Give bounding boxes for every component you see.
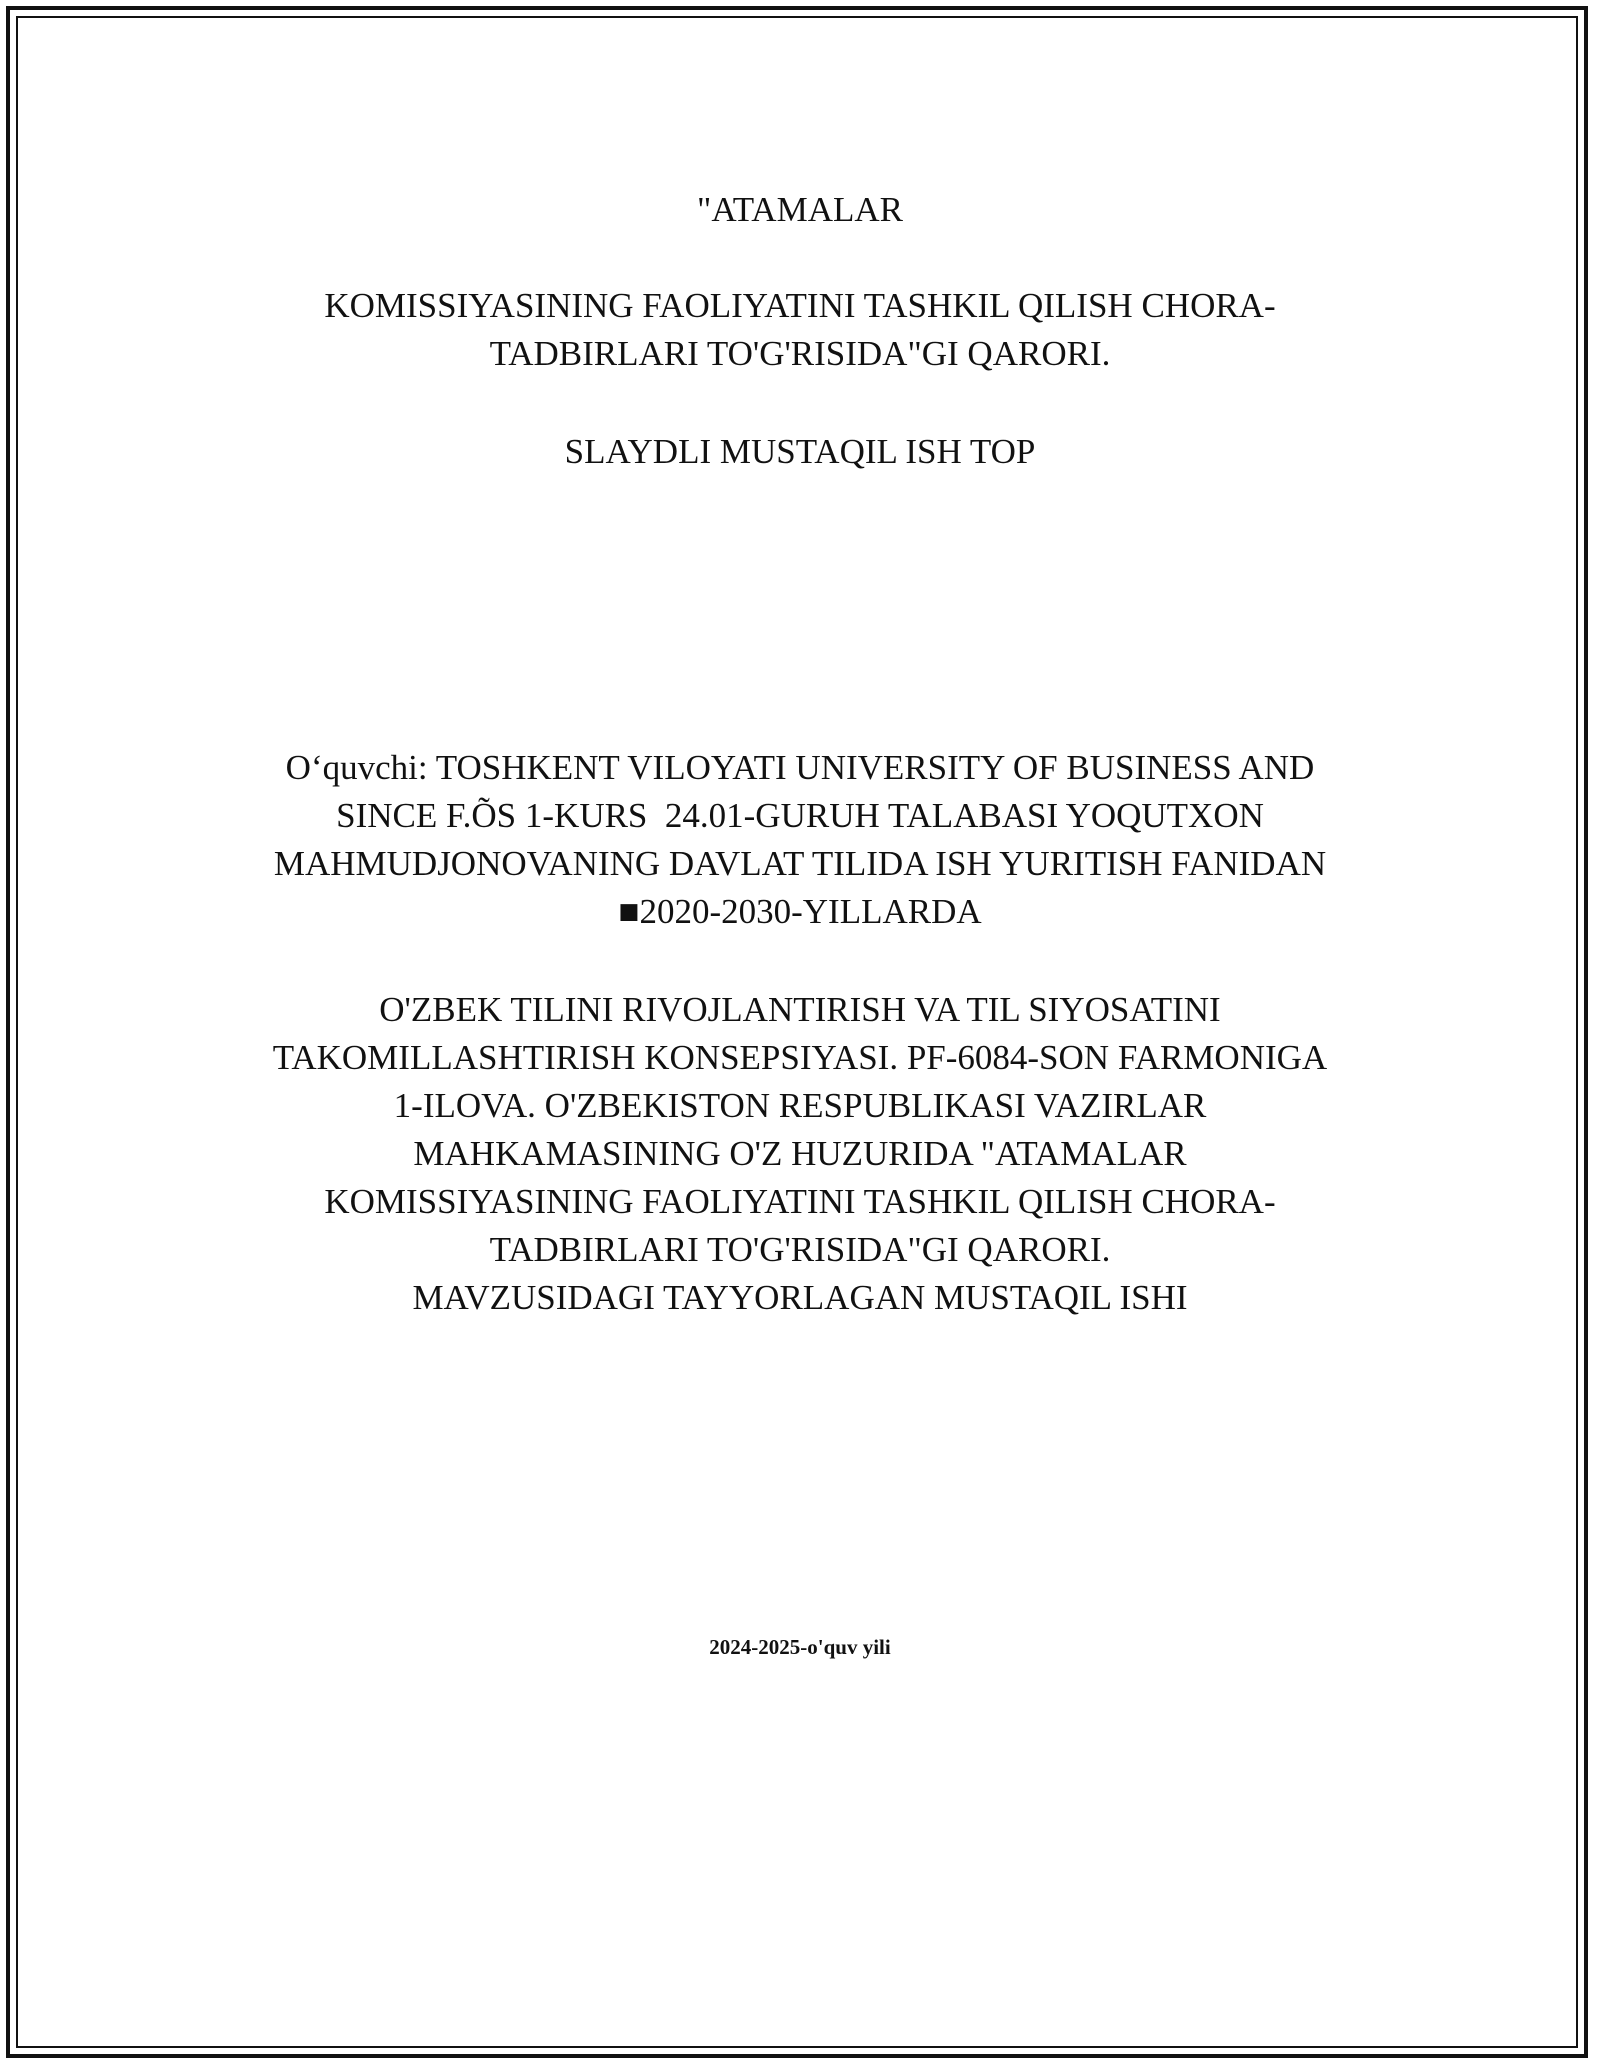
academic-year — [200, 1633, 1400, 1661]
student-info-line: ■2020-2030-YILLARDA — [618, 892, 982, 931]
concept-line: TADBIRLARI TO'G'RISIDA"GI QARORI. — [489, 1230, 1111, 1269]
student-info — [200, 744, 1400, 936]
student-info-line: O‘quvchi: TOSHKENT VILOYATI UNIVERSITY OF BUSINESS AND — [285, 748, 1315, 787]
concept-line: KOMISSIYASINING FAOLIYATINI TASHKIL QILISH CHORA- — [324, 1182, 1276, 1221]
title-line: "ATAMALAR — [697, 190, 903, 229]
topic-line: TADBIRLARI TO'G'RISIDA"GI QARORI. — [489, 334, 1111, 373]
document-title — [200, 186, 1400, 234]
concept-description — [200, 986, 1400, 1322]
concept-line: MAVZUSIDAGI TAYYORLAGAN MUSTAQIL ISHI — [412, 1278, 1188, 1317]
academic-year-text: 2024-2025-o'quv yili — [709, 1635, 891, 1659]
concept-line: MAHKAMASINING O'Z HUZURIDA "ATAMALAR — [413, 1134, 1187, 1173]
slide-note — [200, 428, 1400, 476]
concept-line: 1-ILOVA. O'ZBEKISTON RESPUBLIKASI VAZIRLAR — [393, 1086, 1207, 1125]
slide-note-line: SLAYDLI MUSTAQIL ISH TOP — [564, 432, 1036, 471]
topic-heading — [200, 282, 1400, 378]
topic-line: KOMISSIYASINING FAOLIYATINI TASHKIL QILISH CHORA- — [324, 286, 1276, 325]
student-info-line: MAHMUDJONOVANING DAVLAT TILIDA ISH YURITISH FANIDAN — [273, 844, 1327, 883]
concept-line: O'ZBEK TILINI RIVOJLANTIRISH VA TIL SIYOSATINI — [379, 990, 1221, 1029]
concept-line: TAKOMILLASHTIRISH KONSEPSIYASI. PF-6084-SON FARMONIGA — [272, 1038, 1328, 1077]
student-info-line: SINCE F.ÕS 1-KURS 24.01-GURUH TALABASI YOQUTXON — [336, 796, 1264, 835]
